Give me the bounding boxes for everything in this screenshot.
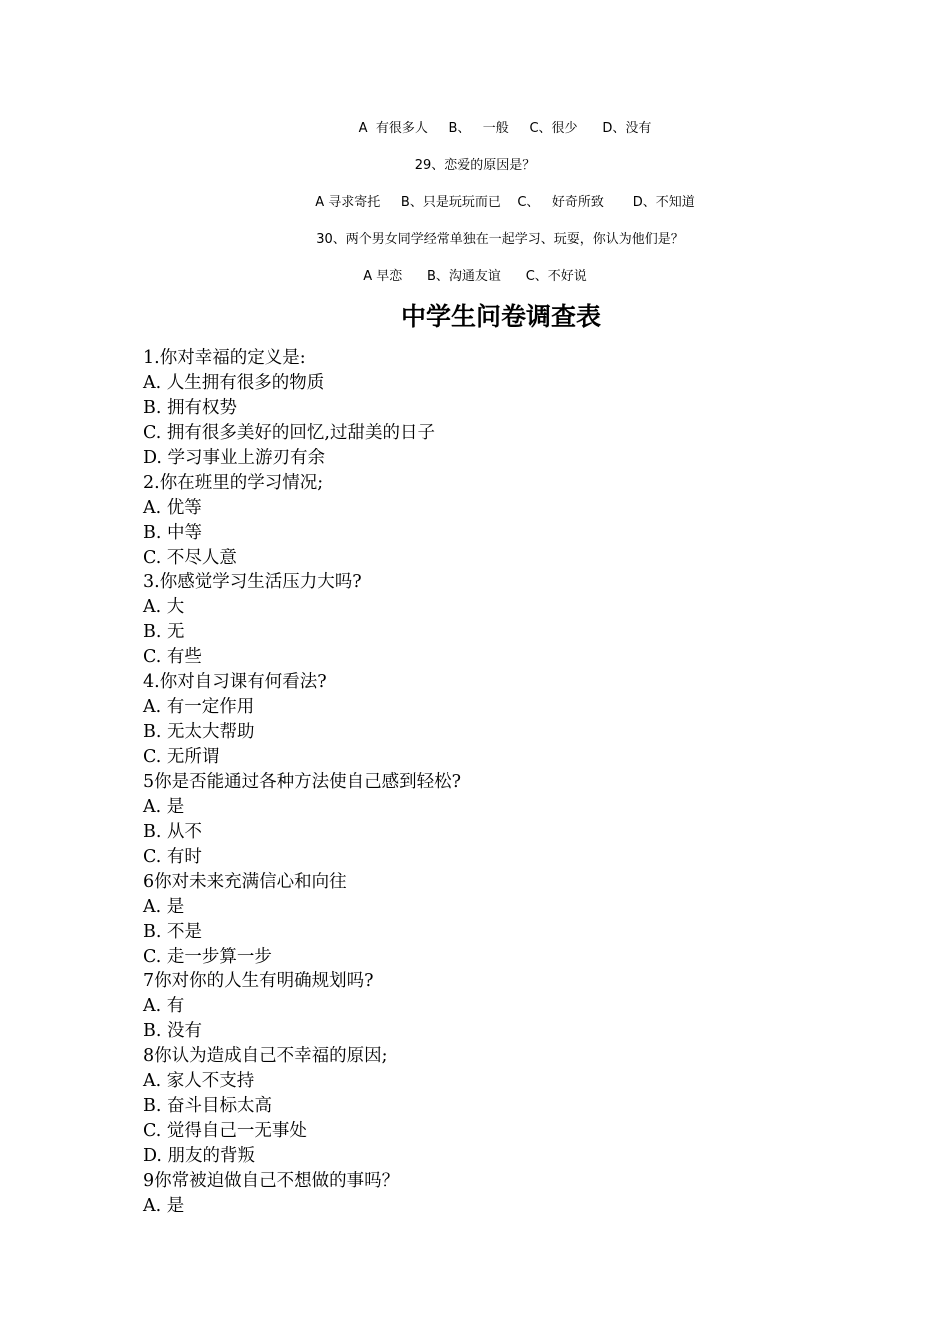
question-line: 6你对未来充满信心和向往 — [143, 871, 347, 892]
option-line: B. 中等 — [143, 522, 202, 543]
option-line: A. 有 — [143, 996, 185, 1017]
option-line: A. 有一定作用 — [143, 697, 255, 718]
option-line: A. 是 — [143, 896, 185, 917]
option-line: B. 没有 — [143, 1021, 202, 1042]
option-line: C. 无所谓 — [143, 747, 220, 767]
q29-question: 29、恋爱的原因是？ — [414, 158, 536, 173]
question-line: 9你常被迫做自己不想做的事吗？ — [143, 1170, 400, 1191]
option-line: D. 学习事业上游刃有余 — [143, 447, 326, 468]
option-line: C. 不尽人意 — [143, 547, 237, 568]
question-line: 7你对你的人生有明确规划吗? — [143, 971, 374, 992]
option-line: C. 觉得自己一无事处 — [143, 1121, 307, 1142]
option-line: B. 从不 — [143, 821, 202, 842]
option-line: A. 家人不支持 — [143, 1071, 255, 1092]
question-line: 1.你对幸福的定义是: — [143, 348, 306, 368]
question-line: 5你是否能通过各种方法使自己感到轻松? — [143, 771, 462, 792]
option-line: B. 拥有权势 — [143, 397, 237, 418]
survey-list — [143, 346, 461, 1219]
option-line: C. 拥有很多美好的回忆,过甜美的日子 — [143, 422, 435, 443]
option-line: A. 大 — [143, 597, 185, 618]
option-line: B. 奋斗目标太高 — [143, 1096, 272, 1117]
q30-options: A 早恋 B、沟通友谊 C、不好说 — [363, 269, 587, 284]
option-line: B. 不是 — [143, 921, 202, 942]
option-line: C. 走一步算一步 — [143, 946, 272, 967]
page-title: 中学生问卷调查表 — [400, 302, 601, 331]
option-line: B. 无 — [143, 622, 185, 643]
q29-options: A 寻求寄托 B、只是玩玩而已 C、 好奇所致 D、不知道 — [315, 195, 695, 210]
option-line: A. 人生拥有很多的物质 — [143, 372, 325, 393]
option-line: C. 有时 — [143, 846, 202, 867]
option-line: A. 优等 — [143, 497, 202, 518]
option-line: C. 有些 — [143, 647, 202, 668]
question-line: 4.你对自习课有何看法? — [143, 672, 327, 693]
question-line: 2.你在班里的学习情况; — [143, 472, 324, 493]
option-line: A. 是 — [143, 796, 185, 817]
question-line: 8你认为造成自己不幸福的原因; — [143, 1046, 388, 1067]
option-line: D. 朋友的背叛 — [143, 1146, 256, 1166]
option-line: B. 无太大帮助 — [143, 722, 255, 743]
question-line: 3.你感觉学习生活压力大吗? — [143, 572, 362, 593]
q30-question: 30、两个男女同学经常单独在一起学习、玩耍，你认为他们是？ — [316, 232, 684, 247]
option-line: A. 是 — [143, 1195, 185, 1216]
q28-options: A 有很多人 B、 一般 C、很少 D、没有 — [358, 121, 652, 136]
